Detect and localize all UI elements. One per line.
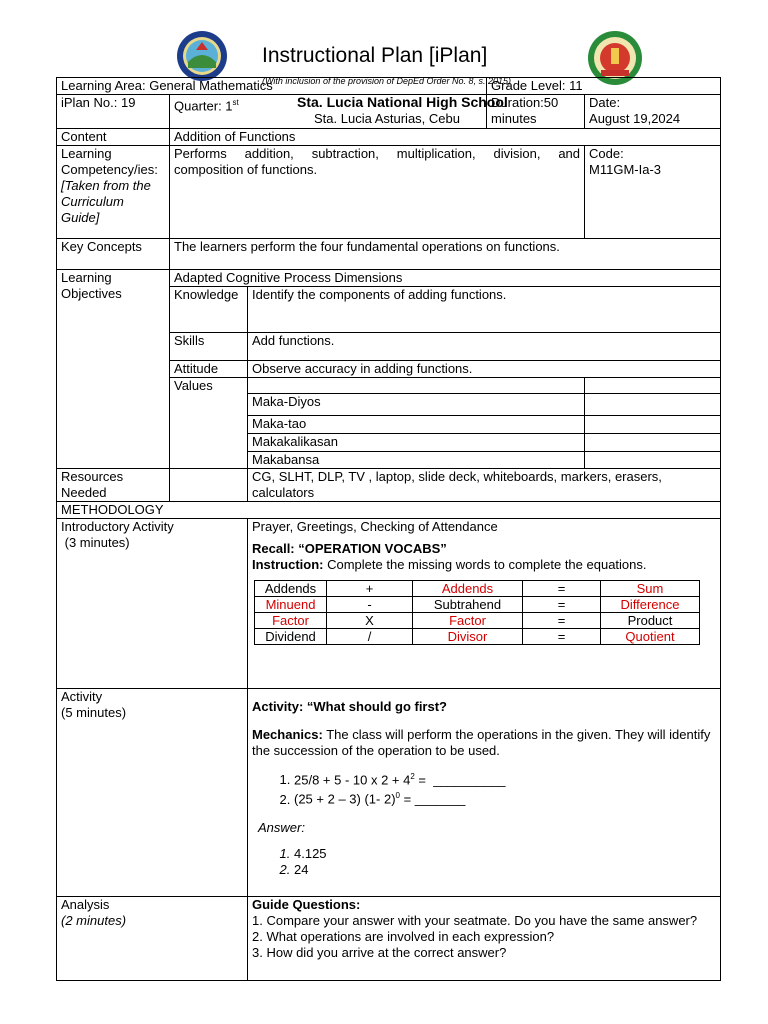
instruction: Instruction: Complete the missing words to complete the equations. — [252, 557, 647, 572]
table-row: Addends + Addends = Sum — [255, 581, 700, 597]
objectives-label: Learning Objectives — [57, 270, 170, 469]
list-item: 1. 4.125 — [294, 846, 716, 862]
code-cell: Code: M11GM-Ia-3 — [585, 146, 721, 239]
attitude-value: Observe accuracy in adding functions. — [248, 361, 721, 378]
intro-time: (3 minutes) — [61, 535, 130, 550]
intro-content: Prayer, Greetings, Checking of Attendance Recall: “OPERATION VOCABS” Instruction: Complete the missing words to complete the equations. Addends + Addends = Sum Minuend - Subtrahend = Difference Factor X Factor = Product Dividend / Divisor = Quotient — [248, 519, 721, 689]
methodology-heading: METHODOLOGY — [57, 502, 721, 519]
adapted-dimensions: Adapted Cognitive Process Dimensions — [170, 270, 721, 287]
skills-label: Skills — [170, 333, 248, 361]
answer-list — [252, 846, 716, 878]
knowledge-label: Knowledge — [170, 287, 248, 333]
date-value: August 19,2024 — [589, 111, 681, 126]
deped-order-note: (With inclusion of the provision of DepEd Order No. 8, s. 2015) — [262, 76, 512, 86]
key-concepts-value: The learners perform the four fundamental operations on functions. — [170, 239, 721, 270]
guide-questions-title: Guide Questions: — [252, 897, 361, 912]
value-item: Makabansa — [248, 452, 585, 469]
analysis-label-cell: Analysis (2 minutes) — [57, 897, 248, 981]
analysis-time: (2 minutes) — [61, 913, 127, 928]
duration: Duration:50 minutes — [487, 95, 585, 129]
list-item: 1. 25/8 + 5 - 10 x $2 + 4^2$ = __________ — [294, 769, 716, 788]
operations-table — [254, 580, 700, 645]
table-row: Minuend - Subtrahend = Difference — [255, 597, 700, 613]
learning-area-value: General Mathematics — [149, 78, 273, 93]
division-seal-icon — [176, 30, 228, 82]
table-row: Factor X Factor = Product — [255, 613, 700, 629]
activity-title: Activity: “What should go first? — [252, 699, 447, 714]
guide-question: 3. How did you arrive at the correct answer? — [252, 945, 507, 960]
content-label: Content — [57, 129, 170, 146]
intro-label-cell: Introductory Activity (3 minutes) — [57, 519, 248, 689]
quarter-cell: Quarter: 1st — [170, 95, 487, 129]
question-list — [252, 769, 716, 808]
recall-title: Recall: “OPERATION VOCABS” — [252, 541, 447, 556]
answer-label: Answer: — [258, 819, 305, 835]
activity-time: (5 minutes) — [61, 705, 127, 720]
activity-label-cell: Activity (5 minutes) — [57, 689, 248, 897]
competency-note: [Taken from the Curriculum Guide] — [61, 178, 151, 225]
analysis-content — [248, 897, 721, 981]
values-label: Values — [170, 378, 248, 469]
list-item: 2. (25 + 2 – 3) (1- 2)$^0$ = _______ — [294, 788, 716, 807]
value-item: Maka-tao — [248, 416, 585, 434]
resources-label: Resources Needed — [57, 469, 170, 502]
plan-table — [56, 77, 721, 981]
content-value: Addition of Functions — [170, 129, 721, 146]
competency-label-cell: Learning Competency/ies: [Taken from the Curriculum Guide] — [57, 146, 170, 239]
list-item: 2. 24 — [294, 862, 716, 878]
mechanics: Mechanics: The class will perform the operations in the given. They will identify the succession of the operation to be used. — [252, 727, 711, 758]
value-item: Makakalikasan — [248, 434, 585, 452]
iplan-number: iPlan No.: 19 — [57, 95, 170, 129]
table-row: Dividend / Divisor = Quotient — [255, 629, 700, 645]
school-name: Sta. Lucia National High School — [297, 94, 508, 110]
learning-area-cell: Learning Area: General Mathematics — [57, 78, 487, 95]
competency-value: Performs addition, subtraction, multiplication, division, and composition of functions. — [170, 146, 585, 239]
knowledge-value: Identify the components of adding functions. — [248, 287, 721, 333]
key-concepts-label: Key Concepts — [57, 239, 170, 270]
guide-question: 1. Compare your answer with your seatmate. Do you have the same answer? — [252, 913, 698, 928]
skills-value: Add functions. — [248, 333, 721, 361]
guide-question: 2. What operations are involved in each expression? — [252, 929, 555, 944]
activity-content — [248, 689, 721, 897]
date-cell: Date: August 19,2024 — [585, 95, 721, 129]
page-title: Instructional Plan [iPlan] — [262, 44, 488, 67]
value-item: Maka-Diyos — [248, 394, 585, 416]
resources-value: CG, SLHT, DLP, TV , laptop, slide deck, whiteboards, markers, erasers, calculators — [248, 469, 721, 502]
grade-level: Grade Level: 11 — [487, 78, 721, 95]
school-address: Sta. Lucia Asturias, Cebu — [314, 111, 460, 126]
attitude-label: Attitude — [170, 361, 248, 378]
code-value: M11GM-Ia-3 — [589, 162, 662, 177]
